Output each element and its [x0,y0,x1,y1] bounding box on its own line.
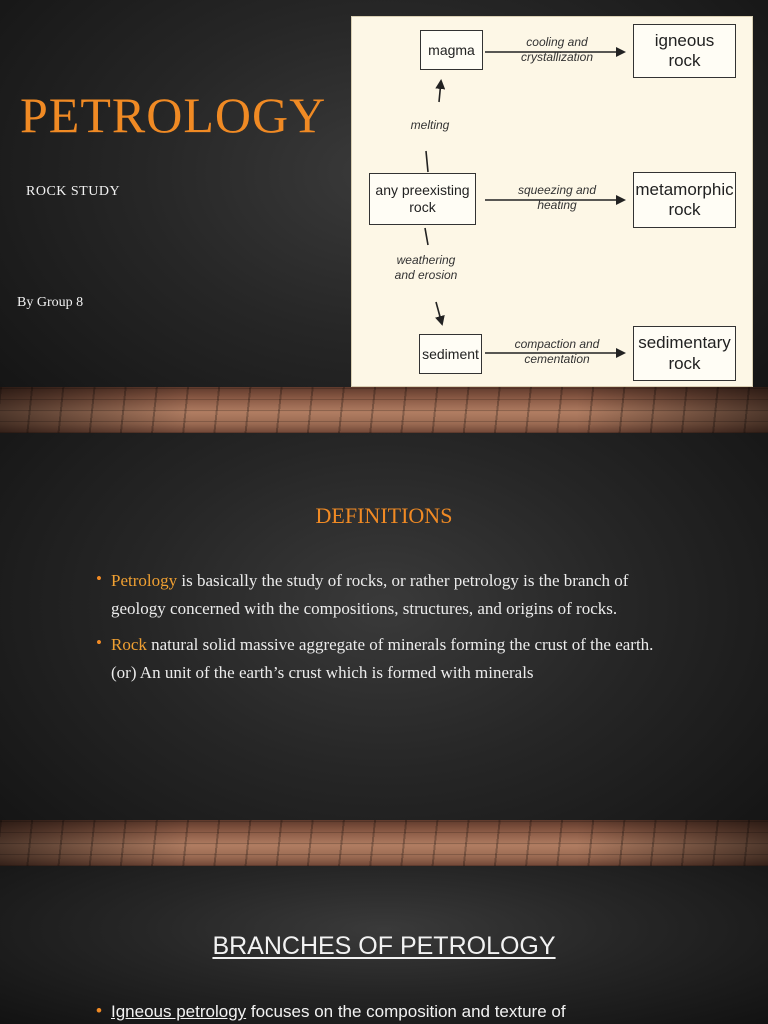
arrow-melting-lower [426,151,428,172]
bullet-icon: • [96,633,102,652]
list-item-rock [96,631,676,686]
preexisting-rock-box: any preexisting rock [369,173,476,225]
list-item-petrology [96,567,676,622]
definition-petrology: is basically the study of rocks, or rather petrology is the branch of geology concerned with the compositions, structures, and origins of rocks. [111,571,629,618]
label-cooling: cooling and crystallization [520,35,594,64]
bullet-icon: • [96,569,102,588]
branches-heading: BRANCHES OF PETROLOGY [212,932,556,960]
label-compaction: compaction and cementation [514,337,600,366]
arrow-melting-upper [439,81,441,102]
slide-subtitle: ROCK STUDY [26,184,121,199]
wood-floor [0,387,768,433]
branch-description: focuses on the composition and texture of [246,1002,566,1021]
bullet-icon: • [96,1001,102,1020]
arrow-weathering-lower [436,302,442,324]
magma-box: magma [420,30,483,70]
list-item-igneous [96,1002,566,1022]
sediment-box: sediment [419,334,482,374]
wood-floor [0,820,768,866]
label-squeezing: squeezing and heating [517,183,597,212]
branches-slide [0,866,768,1024]
title-slide [0,0,768,433]
definitions-slide [0,433,768,866]
term-igneous-petrology: Igneous petrology [111,1002,247,1021]
term-petrology: Petrology [111,571,178,590]
igneous-rock-box: igneous rock [633,24,736,78]
sedimentary-rock-box: sedimentary rock [633,326,736,381]
label-melting: melting [410,118,450,132]
definition-rock: natural solid massive aggregate of minerals forming the crust of the earth. (or) An unit of the earth’s crust which is formed with minerals [111,635,654,682]
rock-cycle-diagram [351,16,753,387]
term-rock: Rock [111,635,147,654]
byline: By Group 8 [17,295,84,310]
definitions-list [96,567,676,695]
label-weathering: weathering and erosion [394,253,458,282]
definitions-heading: DEFINITIONS [315,503,453,528]
slide-title: PETROLOGY [20,87,327,143]
arrow-weathering-upper [425,228,428,245]
metamorphic-rock-box: metamorphic rock [633,172,736,228]
